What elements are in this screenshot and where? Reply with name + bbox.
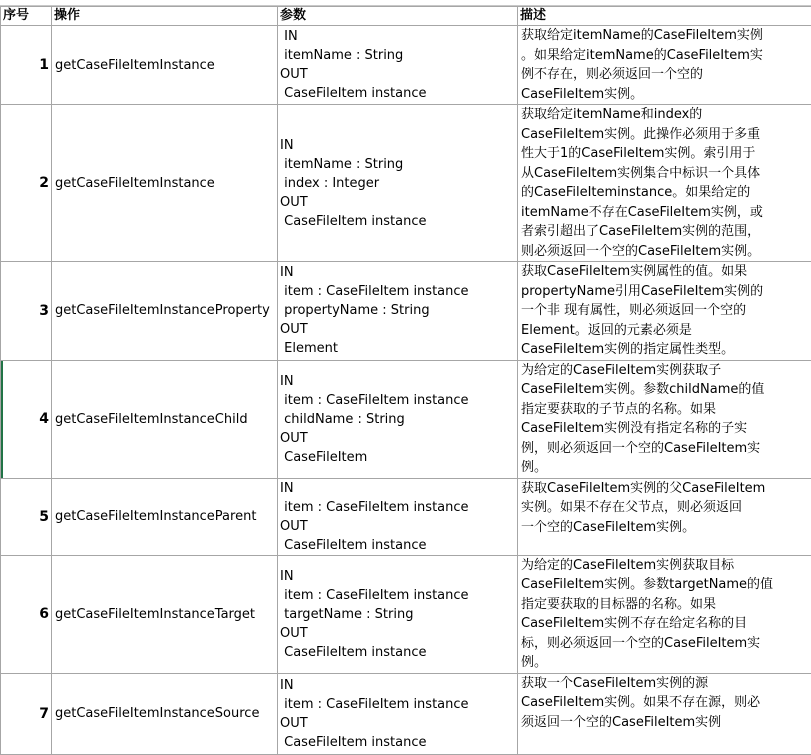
description-line: 获取给定itemName的CaseFileItem实例 — [521, 26, 809, 46]
param-line: OUT — [280, 65, 517, 84]
operation-cell[interactable]: getCaseFileItemInstanceChild — [52, 360, 278, 478]
description-cell[interactable] — [518, 478, 811, 555]
row-index-cell[interactable]: 6 — [1, 555, 52, 673]
param-line: IN — [280, 676, 517, 695]
params-cell[interactable] — [278, 478, 518, 555]
param-line: propertyName : String — [280, 301, 517, 320]
param-line: OUT — [280, 624, 517, 643]
param-line: OUT — [280, 714, 517, 733]
table-row — [1, 360, 811, 478]
description-cell[interactable] — [518, 26, 811, 105]
row-index-cell[interactable]: 7 — [1, 673, 52, 754]
description-line: 获取给定itemName和index的 — [521, 105, 809, 125]
param-line: item : CaseFileItem instance — [280, 498, 517, 517]
table-row — [1, 478, 811, 555]
param-line: CaseFileItem instance — [280, 536, 517, 555]
description-line: 获取一个CaseFileItem实例的源 — [521, 674, 809, 694]
operation-cell[interactable]: getCaseFileItemInstance — [52, 105, 278, 262]
description-line: 从CaseFileItem实例集合中标识一个具体 — [521, 164, 809, 184]
description-line: 标，则必须返回一个空的CaseFileItem实 — [521, 634, 809, 654]
description-cell[interactable] — [518, 105, 811, 262]
header-index[interactable]: 序号 — [1, 7, 52, 26]
description-cell[interactable] — [518, 360, 811, 478]
operation-cell[interactable]: getCaseFileItemInstanceSource — [52, 673, 278, 754]
description-line: 指定要获取的目标器的名称。如果 — [521, 595, 809, 615]
table-row — [1, 26, 811, 105]
param-line: CaseFileItem instance — [280, 643, 517, 662]
header-row — [1, 7, 811, 26]
description-line: CaseFileItem实例没有指定名称的子实 — [521, 419, 809, 439]
params-cell[interactable] — [278, 360, 518, 478]
row-index-cell[interactable]: 4 — [1, 360, 52, 478]
param-line: itemName : String — [280, 46, 517, 65]
description-line: 例。 — [521, 653, 809, 673]
description-line: 者索引超出了CaseFileItem实例的范围， — [521, 222, 809, 242]
table-row — [1, 555, 811, 673]
description-line: CaseFileItem实例。此操作必须用于多重 — [521, 125, 809, 145]
row-index-cell[interactable]: 3 — [1, 262, 52, 361]
table-row — [1, 673, 811, 754]
param-line: childName : String — [280, 410, 517, 429]
operation-cell[interactable]: getCaseFileItemInstanceProperty — [52, 262, 278, 361]
description-line: CaseFileItem实例。参数targetName的值 — [521, 575, 809, 595]
params-cell[interactable] — [278, 26, 518, 105]
param-line: CaseFileItem instance — [280, 212, 517, 231]
params-cell[interactable] — [278, 555, 518, 673]
description-line: 例，则必须返回一个空的CaseFileItem实 — [521, 439, 809, 459]
param-line: item : CaseFileItem instance — [280, 391, 517, 410]
description-line: itemName不存在CaseFileItem实例，或 — [521, 203, 809, 223]
operations-table — [0, 6, 811, 755]
description-line: propertyName引用CaseFileItem实例的 — [521, 282, 809, 302]
description-line: 例不存在，则必须返回一个空的 — [521, 65, 809, 85]
param-line: item : CaseFileItem instance — [280, 586, 517, 605]
header-description[interactable]: 描述 — [518, 7, 811, 26]
operation-cell[interactable]: getCaseFileItemInstance — [52, 26, 278, 105]
param-line: IN — [280, 567, 517, 586]
description-line: 实例。如果不存在父节点，则必须返回 — [521, 498, 809, 518]
description-line: CaseFileItem实例的指定属性类型。 — [521, 340, 809, 360]
param-line: IN — [280, 27, 517, 46]
description-line: 指定要获取的子节点的名称。如果 — [521, 400, 809, 420]
param-line: CaseFileItem instance — [280, 84, 517, 103]
header-params[interactable]: 参数 — [278, 7, 518, 26]
param-line: OUT — [280, 517, 517, 536]
param-line: IN — [280, 136, 517, 155]
param-line: CaseFileItem — [280, 448, 517, 467]
description-line: Element。返回的元素必须是 — [521, 321, 809, 341]
description-line: 为给定的CaseFileItem实例获取子 — [521, 361, 809, 381]
params-cell[interactable] — [278, 673, 518, 754]
param-line: item : CaseFileItem instance — [280, 695, 517, 714]
header-operation[interactable]: 操作 — [52, 7, 278, 26]
param-line: CaseFileItem instance — [280, 733, 517, 752]
description-line: 获取CaseFileItem实例属性的值。如果 — [521, 262, 809, 282]
param-line: index : Integer — [280, 174, 517, 193]
description-line: CaseFileItem实例。 — [521, 85, 809, 105]
description-line: 须返回一个空的CaseFileItem实例 — [521, 713, 809, 733]
description-line: CaseFileItem实例。如果不存在源，则必 — [521, 693, 809, 713]
row-index-cell[interactable]: 5 — [1, 478, 52, 555]
description-line: 为给定的CaseFileItem实例获取目标 — [521, 556, 809, 576]
table-row — [1, 105, 811, 262]
operation-cell[interactable]: getCaseFileItemInstanceParent — [52, 478, 278, 555]
description-line: CaseFileItem实例不存在给定名称的目 — [521, 614, 809, 634]
params-cell[interactable] — [278, 105, 518, 262]
param-line: IN — [280, 479, 517, 498]
description-line: 一个空的CaseFileItem实例。 — [521, 518, 809, 538]
description-line: CaseFileItem实例。参数childName的值 — [521, 380, 809, 400]
description-line: 一个非 现有属性，则必须返回一个空的 — [521, 301, 809, 321]
param-line: OUT — [280, 320, 517, 339]
param-line: IN — [280, 263, 517, 282]
param-line: IN — [280, 372, 517, 391]
param-line: OUT — [280, 193, 517, 212]
params-cell[interactable] — [278, 262, 518, 361]
description-line: 获取CaseFileItem实例的父CaseFileItem — [521, 479, 809, 499]
description-line: 例。 — [521, 458, 809, 478]
description-line: 。如果给定itemName的CaseFileItem实 — [521, 46, 809, 66]
param-line: OUT — [280, 429, 517, 448]
description-line: 性大于1的CaseFileItem实例。索引用于 — [521, 144, 809, 164]
table-row — [1, 262, 811, 361]
param-line: Element — [280, 339, 517, 358]
description-line: 则必须返回一个空的CaseFileItem实例。 — [521, 242, 809, 262]
param-line: itemName : String — [280, 155, 517, 174]
param-line: targetName : String — [280, 605, 517, 624]
description-cell[interactable] — [518, 262, 811, 361]
param-line: item : CaseFileItem instance — [280, 282, 517, 301]
description-cell[interactable] — [518, 555, 811, 673]
description-line: 的CaseFileIteminstance。如果给定的 — [521, 183, 809, 203]
description-cell[interactable] — [518, 673, 811, 754]
row-index-cell[interactable]: 1 — [1, 26, 52, 105]
operation-cell[interactable]: getCaseFileItemInstanceTarget — [52, 555, 278, 673]
row-index-cell[interactable]: 2 — [1, 105, 52, 262]
table-body — [1, 26, 811, 755]
